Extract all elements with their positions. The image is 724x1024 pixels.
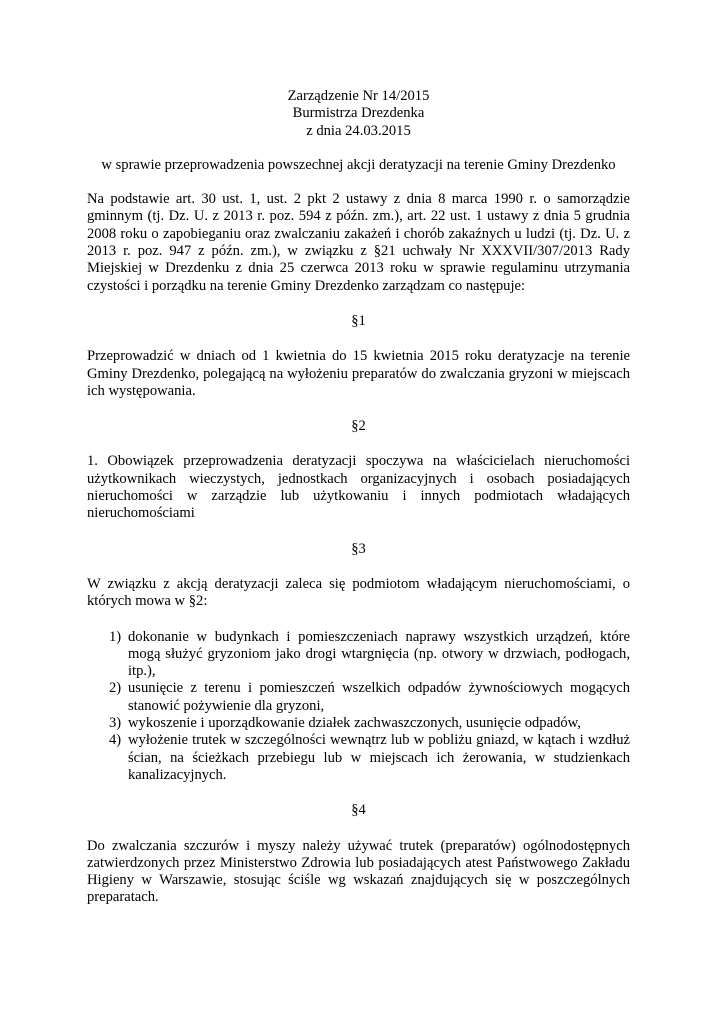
list-item (87, 732, 630, 784)
legal-basis: Na podstawie art. 30 ust. 1, ust. 2 pkt 2 ustawy z dnia 8 marca 1990 r. o samorządzie gminnym (tj. Dz. U. z 2013 r. poz. 594 z późn. zm.), art. 22 ust. 1 ustawy z dnia 5 grudnia 2008 roku o zapobieganiu oraz zwalczaniu zakażeń i chorób zakaźnych u ludzi (tj. Dz. U. z 2013 r. poz. 947 z późn. zm.), w związku z §21 uchwały Nr XXXVII/307/2013 Rady Miejskiej w Drezdenku z dnia 25 czerwca 2013 roku w sprawie regulaminu utrzymania czystości i porządku na terenie Gminy Drezdenko zarządzam co następuje: (87, 191, 630, 294)
document-subject: w sprawie przeprowadzenia powszechnej akcji deratyzacji na terenie Gminy Drezdenko (101, 156, 616, 173)
section-3-intro: W związku z akcją deratyzacji zaleca się podmiotom władającym nieruchomościami, o których mowa w §2: (87, 575, 630, 610)
list-item-number: 3) (109, 715, 122, 732)
section-4-sign: §4 (351, 802, 366, 819)
list-item (87, 629, 630, 681)
section-1-sign: §1 (351, 312, 366, 329)
list-item-text: wykoszenie i uporządkowanie działek zachwaszczonych, usunięcie odpadów, (128, 715, 581, 732)
list-item-number: 2) (109, 680, 122, 697)
list-item-text: wyłożenie trutek w szczególności wewnątrz lub w pobliżu gniazd, w kątach i wzdłuż ścian, na ścieżkach przebiegu lub w miejscach ich żerowania, w studzienkach kanalizacyjnych. (128, 732, 630, 783)
list-item-text: usunięcie z terenu i pomieszczeń wszelkich odpadów żywnościowych mogących stanowić pożywienie dla gryzoni, (128, 680, 630, 714)
list-item (87, 715, 630, 732)
list-item-number: 1) (109, 628, 122, 645)
section-3-sign: §3 (351, 540, 366, 557)
document-header (87, 88, 630, 140)
document-page (87, 88, 630, 907)
document-title: Zarządzenie Nr 14/2015 (287, 88, 430, 104)
section-3-list (87, 629, 630, 785)
document-date: z dnia 24.03.2015 (306, 122, 411, 139)
section-2-text: 1. Obowiązek przeprowadzenia deratyzacji spoczywa na właścicielach nieruchomości użytkownikach wieczystych, jednostkach organizacyjnych i osobach posiadających nieruchomości w zarządzie lub użytkowaniu i innych podmiotach władających nieruchomościami (87, 453, 630, 522)
section-1-text: Przeprowadzić w dniach od 1 kwietnia do 15 kwietnia 2015 roku deratyzacje na terenie Gminy Drezdenko, polegającą na wyłożeniu preparatów do zwalczania gryzoni w miejscach ich występowania. (87, 348, 630, 399)
section-2-sign: §2 (351, 418, 366, 435)
document-issuer: Burmistrza Drezdenka (292, 105, 425, 122)
section-4-text: Do zwalczania szczurów i myszy należy używać trutek (preparatów) ogólnodostępnych zatwierdzonych przez Ministerstwo Zdrowia lub posiadających atest Państwowego Zakładu Higieny w Warszawie, stosując ściśle wg wskazań znajdujących się w poszczególnych preparatach. (87, 837, 630, 906)
list-item-number: 4) (109, 732, 122, 749)
list-item-text: dokonanie w budynkach i pomieszczeniach naprawy wszystkich urządzeń, które mogą służyć gryzoniom jako drogi wtargnięcia (np. otwory w drzwiach, podłogach, itp.), (128, 628, 630, 680)
list-item (87, 680, 630, 715)
